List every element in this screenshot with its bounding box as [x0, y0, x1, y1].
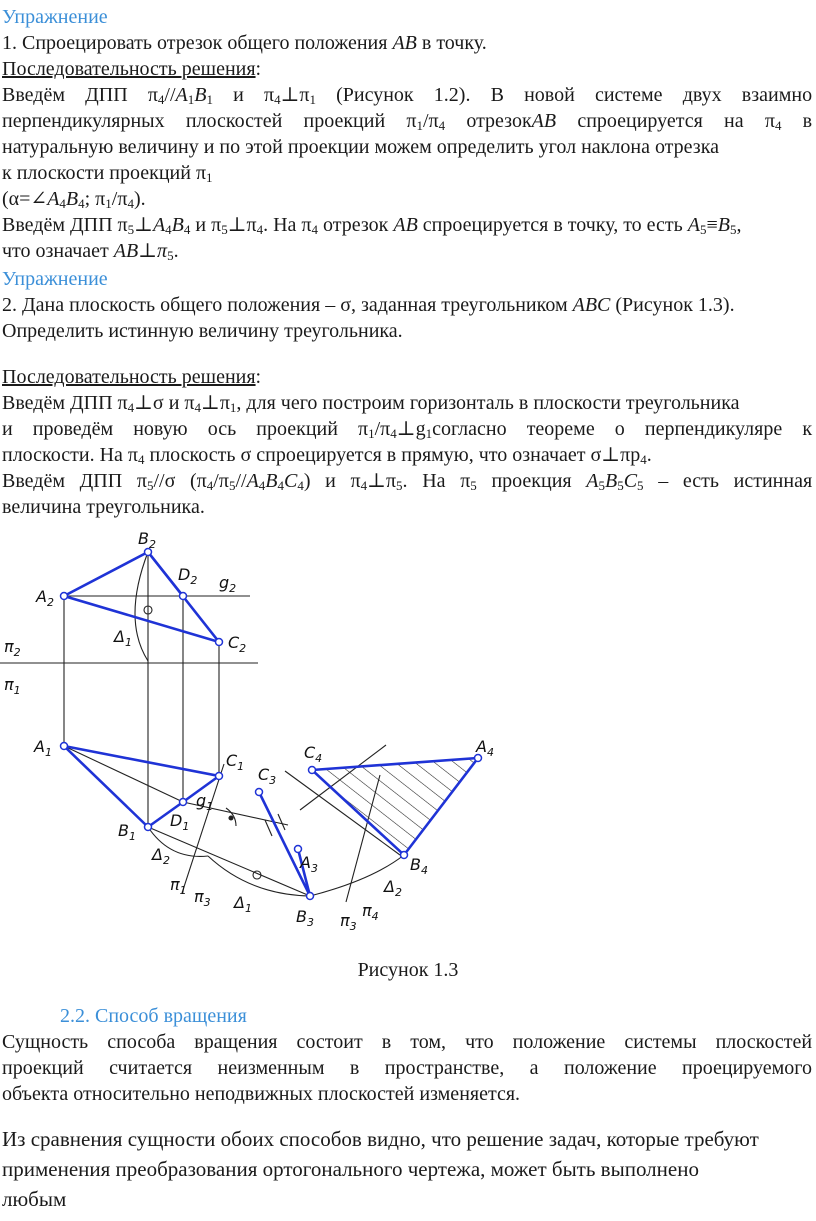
label-d2: $D_2$ [178, 565, 198, 587]
exercise1-heading: Упражнение [2, 6, 108, 28]
label-b3: $B_3$ [296, 907, 314, 929]
exercise2-para1-line2: и проведём новую ось проекций $\pi_1/\pi_4\perp g_1согласно$ теореме о перпендикуляре к [2, 418, 813, 441]
exercise2-heading: Упражнение [2, 268, 108, 290]
label-pi4: $\pi_4$ [362, 901, 379, 923]
exercise2-task-line2: Определить истинную величину треугольника. [2, 320, 403, 342]
figure-caption: Рисунок 1.3 [357, 959, 459, 981]
label-a4: $A_4$ [476, 737, 494, 759]
exercise1-task: 1. Спроецировать отрезок общего положения AB в точку. [2, 32, 487, 54]
section-heading: 2.2. Способ вращения [60, 1005, 247, 1027]
label-b2: $B_2$ [138, 530, 156, 551]
label-delta1-top: $\Delta_1$ [114, 627, 132, 649]
label-c3: $C_3$ [258, 765, 277, 787]
conclusion-line1: Из сравнения сущности обоих способов видно, что решение задач, которые требуют [2, 1127, 759, 1151]
section-para-line2: проекций считается неизменным в пространстве, а положение проецируемого [2, 1057, 812, 1079]
section-para-line1: Сущность способа вращения состоит в том, что положение системы плоскостей [2, 1031, 813, 1053]
triangle-a1b1c1 [64, 746, 219, 827]
label-c2: $C_2$ [228, 633, 247, 655]
exercise1-para1-line2: перпендикулярных плоскостей проекций $\pi_1/\pi_4$ отрезокAB спроецируется на $\pi_4$ в [2, 110, 813, 133]
section-para-line3: объекта относительно неподвижных плоскостей изменяется. [2, 1083, 521, 1105]
triangle-a2b2c2 [64, 552, 219, 642]
exercise1-sequence-label: Последовательность решения: [2, 58, 262, 80]
label-a3: $A_3$ [300, 853, 318, 875]
label-pi3-right: $\pi_3$ [340, 911, 357, 933]
figure-1-3-drawing [0, 530, 540, 940]
exercise1-para2-line1: Введём ДПП $\pi_5\perp A_4B_4$ и $\pi_5\perp\pi_4$. На $\pi_4$ отрезок AB спроецируется в точку, то есть $A_5\equiv B_5$, [2, 214, 742, 237]
label-pi1-lower: $\pi_1$ [170, 875, 187, 897]
exercise2-para2-line1: Введём ДПП $\pi_5//\sigma$ $(\pi_4/\pi_5//A_4B_4C_4)$ и $\pi_4\perp\pi_5$. На $\pi_5$ проекция $A_5B_5C_5$ – есть истинная [2, 470, 813, 493]
label-pi1: $\pi_1$ [4, 675, 21, 697]
label-a2: $A_2$ [36, 587, 54, 609]
exercise1-para2-line2: что означает $AB\perp\pi_5$. [2, 240, 179, 263]
label-delta2-right: $\Delta_2$ [384, 877, 402, 899]
label-b1: $B_1$ [118, 821, 136, 843]
exercise1-para1-line3: натуральную величину и по этой проекции можем определить угол наклона отрезка [2, 136, 719, 158]
exercise2-para1-line1: Введём ДПП $\pi_4\perp\sigma$ и $\pi_4\perp\pi_1$, для чего построим горизонталь в плоскости треугольника [2, 392, 740, 415]
label-g2: $g_2$ [219, 573, 237, 595]
label-d1: $D_1$ [170, 811, 190, 833]
hatched-region [312, 758, 478, 855]
conclusion-line3: любым [2, 1187, 67, 1211]
exercise2-task-line1: 2. Дана плоскость общего положения – σ, заданная треугольником ABC (Рисунок 1.3). [2, 294, 735, 316]
exercise2-para2-line2: величина треугольника. [2, 496, 205, 518]
exercise1-para1-line4: к плоскости проекций $\pi_1$ [2, 162, 213, 185]
label-a1: $A_1$ [34, 737, 52, 759]
label-c1: $C_1$ [226, 751, 245, 773]
exercise2-sequence-label: Последовательность решения: [2, 366, 262, 388]
conclusion-line2: применения преобразования ортогонального чертежа, может быть выполнено [2, 1157, 699, 1181]
label-g1: $g_1$ [196, 791, 214, 813]
label-delta2-left: $\Delta_2$ [152, 845, 170, 867]
label-pi2: $\pi_2$ [4, 637, 21, 659]
exercise1-angle: ($\alpha=\angle A_4B_4$; $\pi_1/\pi_4$). [2, 188, 146, 211]
label-pi3-left: $\pi_3$ [194, 887, 211, 909]
exercise1-para1-line1: Введём ДПП $\pi_4//A_1B_1$ и $\pi_4\perp\pi_1$ (Рисунок 1.2). В новой системе двух взаимно [2, 84, 813, 107]
exercise2-para1-line3: плоскости. На $\pi_4$ плоскость σ спроецируется в прямую, что означает $\sigma\perp\pi p_4$. [2, 444, 652, 467]
label-b4: $B_4$ [410, 855, 428, 877]
label-delta1-lower: $\Delta_1$ [234, 893, 252, 915]
label-c4: $C_4$ [304, 743, 323, 765]
